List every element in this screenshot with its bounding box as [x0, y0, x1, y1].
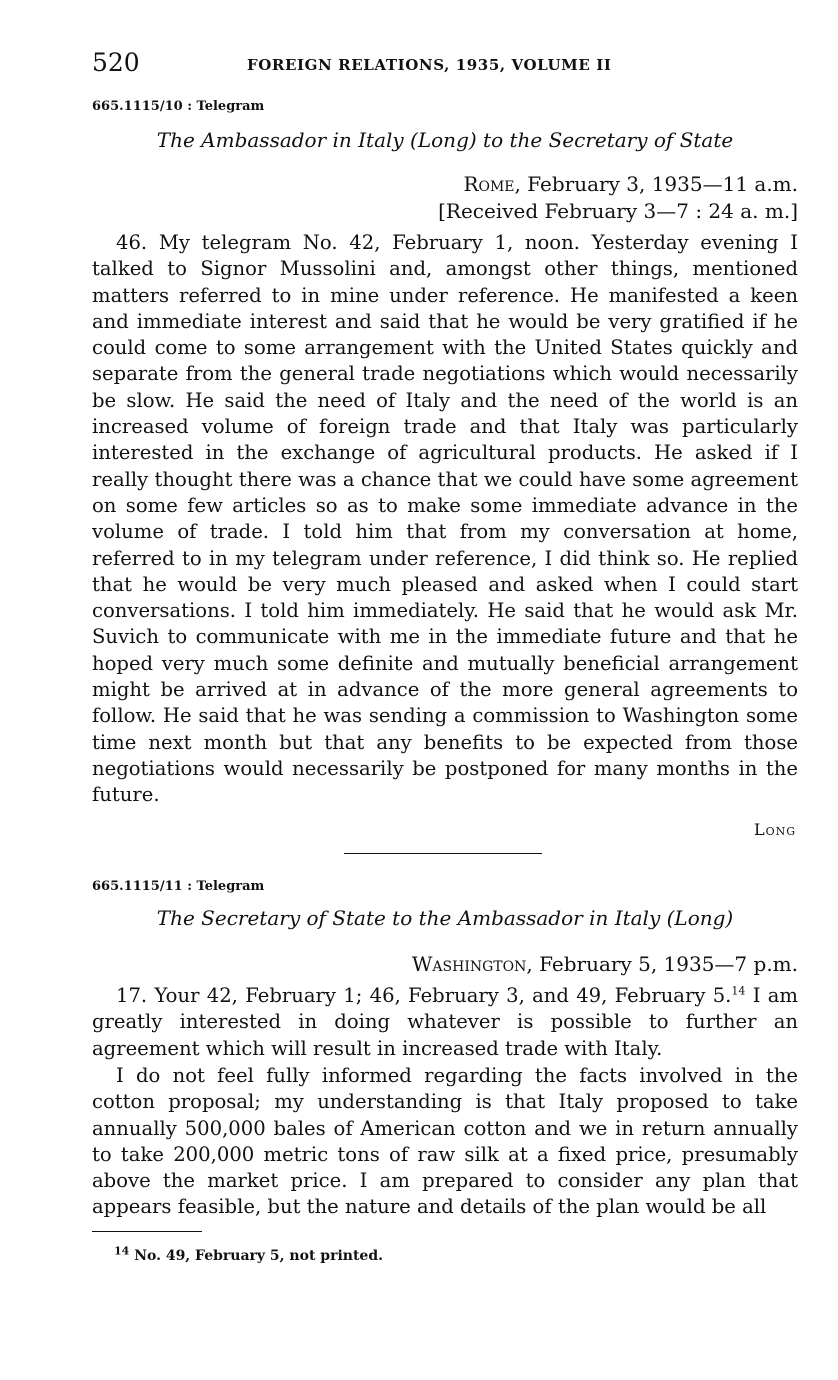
footnote-divider [92, 1231, 202, 1232]
document-title: The Secretary of State to the Ambassador in Italy (Long) [156, 906, 734, 930]
dateline-place: Rome [463, 172, 515, 196]
footnote-text: No. 49, February 5, not printed. [134, 1248, 383, 1264]
document-title: The Ambassador in Italy (Long) to the Secretary of State [156, 128, 734, 152]
telegram-body: 46. My telegram No. 42, February 1, noon. Yesterday evening I talked to Signor Mussolini and, amongst other things, mentioned matters referred to in mine under reference. He manifested a keen and immediate interest and said that he would be very gratified if he could come to some arrangement with the United States quickly and separate from the general trade negotiations which would necessarily be slow. He said the need of Italy and the need of the world is an increased volume of foreign trade and that Italy was particularly interested in the exchange of agricultural products. He asked if I really thought there was a chance that we could have some agreement on some few articles so as to make some immediate advance in the volume of trade. I told him that from my conversation at home, referred to in my telegram under reference, I did think so. He replied that he would be very much pleased and asked when I could start conversations. I told him immediately. He said that he would ask Mr. Suvich to communicate with me in the immediate future and that he hoped very much some definite and mutually beneficial arrangement might be arrived at in advance of the more general agreements to follow. He said that he was sending a commission to Washington some time next month but that any benefits to be expected from those negotiations would necessarily be postponed for many months in the future. [92, 231, 798, 807]
telegram-body-intro [92, 983, 798, 1062]
dateline [463, 172, 798, 196]
telegram-body: I do not feel fully informed regarding the facts involved in the cotton proposal; my understanding is that Italy proposed to take annually 500,000 bales of American cotton and we in return annually to take 200,000 metric tons of raw silk at a fixed price, presumably above the market price. I am prepared to consider any plan that appears feasible, but the nature and details of the plan would be all [92, 1064, 798, 1219]
section-divider [344, 853, 542, 854]
signature: Long [753, 820, 796, 839]
dateline [412, 952, 798, 976]
file-reference: 665.1115/10 : Telegram [92, 99, 265, 114]
dateline-date: , February 3, 1935—11 a.m. [514, 172, 798, 196]
telegram-body-continued: I am greatly interested in doing whatever is possible to further an agreement which will result in increased trade with Italy. [92, 984, 799, 1060]
received-line: [Received February 3—7 : 24 a. m.] [438, 199, 798, 223]
file-reference: 665.1115/11 : Telegram [92, 879, 265, 894]
footnote-reference: 14 [731, 984, 746, 998]
running-head [92, 48, 798, 84]
running-title: FOREIGN RELATIONS, 1935, VOLUME II [247, 56, 612, 74]
telegram-body-first-line: 17. Your 42, February 1; 46, February 3, and 49, February 5. [116, 984, 732, 1007]
dateline-place: Washington [411, 952, 527, 976]
footnote-marker: 14 [114, 1244, 130, 1258]
dateline-date: , February 5, 1935—7 p.m. [526, 952, 798, 976]
page-number: 520 [92, 48, 140, 77]
footnote [114, 1244, 383, 1264]
